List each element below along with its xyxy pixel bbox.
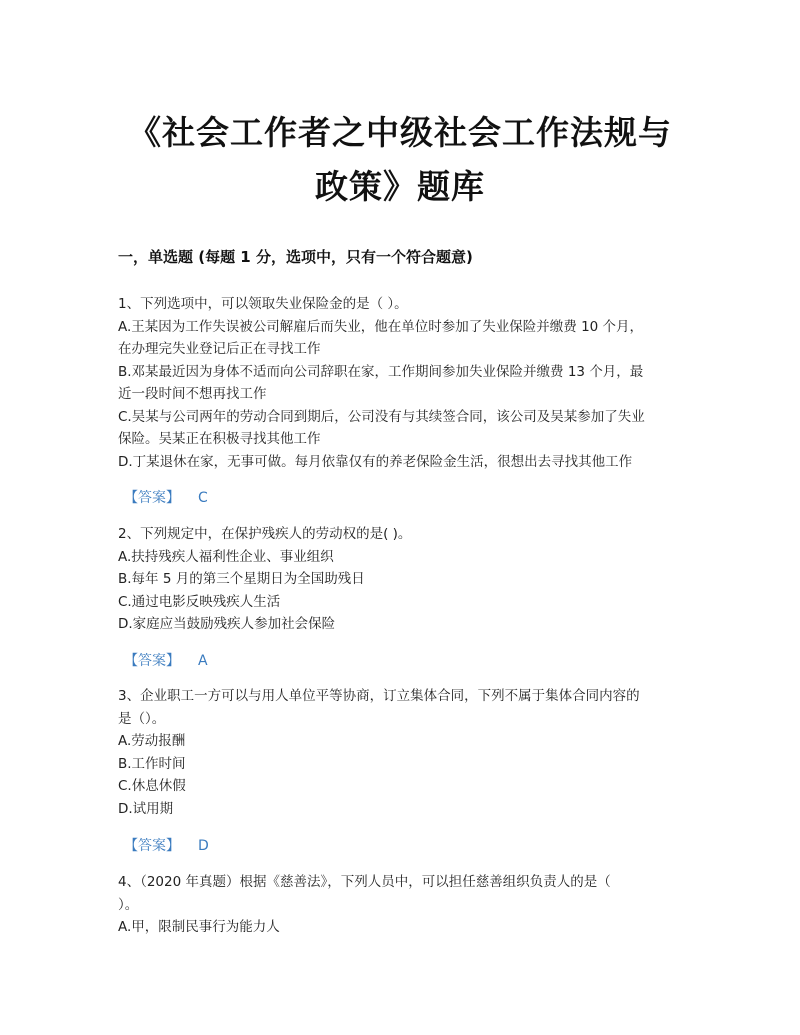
- question-2-answer: [124, 650, 208, 670]
- question-3: [118, 685, 688, 820]
- question-4: [118, 871, 688, 939]
- answer-label: 【答案】: [124, 490, 180, 506]
- question-1-option-c: C.吴某与公司两年的劳动合同到期后，公司没有与其续签合同，该公司及吴某参加了失业: [118, 408, 645, 425]
- answer-label: 【答案】: [124, 653, 180, 669]
- question-1-stem: 1、下列选项中，可以领取失业保险金的是（ ）。: [118, 296, 408, 312]
- question-2-option-c: C.通过电影反映残疾人生活: [118, 593, 281, 610]
- answer-value: D: [198, 838, 209, 854]
- question-1-option-d: D.丁某退休在家，无事可做。每月依靠仅有的养老保险金生活，很想出去寻找其他工作: [118, 453, 633, 470]
- answer-value: C: [198, 490, 208, 506]
- question-1-option-c-cont: 保险。吴某正在积极寻找其他工作: [118, 431, 321, 447]
- question-3-answer: [124, 835, 209, 855]
- document-title: [90, 106, 710, 214]
- question-1-option-a-cont: 在办理完失业登记后正在寻找工作: [118, 341, 321, 357]
- question-1-option-b: B.邓某最近因为身体不适而向公司辞职在家，工作期间参加失业保险并缴费 13 个月，最: [118, 363, 644, 380]
- question-4-stem: 4、（2020 年真题）根据《慈善法》，下列人员中，可以担任慈善组织负责人的是（: [118, 874, 611, 890]
- question-2-option-d: D.家庭应当鼓励残疾人参加社会保险: [118, 616, 336, 632]
- question-1-answer: [124, 487, 208, 507]
- title-line-1: 《社会工作者之中级社会工作法规与: [128, 113, 672, 152]
- question-3-stem-cont: 是（）。: [118, 710, 166, 727]
- question-3-option-d: D.试用期: [118, 800, 174, 817]
- question-1: [118, 293, 688, 473]
- question-4-stem-cont: ）。: [118, 896, 139, 913]
- question-4-option-a: A.甲，限制民事行为能力人: [118, 919, 280, 935]
- question-2-option-a: A.扶持残疾人福利性企业、事业组织: [118, 548, 334, 565]
- question-3-option-a: A.劳动报酬: [118, 733, 186, 749]
- question-3-option-c: C.休息休假: [118, 778, 186, 794]
- question-1-option-a: A.王某因为工作失误被公司解雇后而失业，他在单位时参加了失业保险并缴费 10 个月，: [118, 318, 644, 335]
- question-2-option-b: B.每年 5 月的第三个星期日为全国助残日: [118, 571, 365, 587]
- section-heading: 一，单选题 (每题 1 分，选项中，只有一个符合题意): [118, 248, 473, 266]
- question-3-stem: 3、企业职工一方可以与用人单位平等协商，订立集体合同，下列不属于集体合同内容的: [118, 688, 640, 704]
- answer-label: 【答案】: [124, 838, 180, 854]
- title-line-2: 政策》题库: [315, 167, 485, 206]
- question-2-stem: 2、下列规定中，在保护残疾人的劳动权的是( )。: [118, 526, 412, 542]
- question-1-option-b-cont: 近一段时间不想再找工作: [118, 386, 267, 402]
- question-2: [118, 523, 688, 636]
- question-3-option-b: B.工作时间: [118, 755, 186, 772]
- answer-value: A: [198, 653, 208, 669]
